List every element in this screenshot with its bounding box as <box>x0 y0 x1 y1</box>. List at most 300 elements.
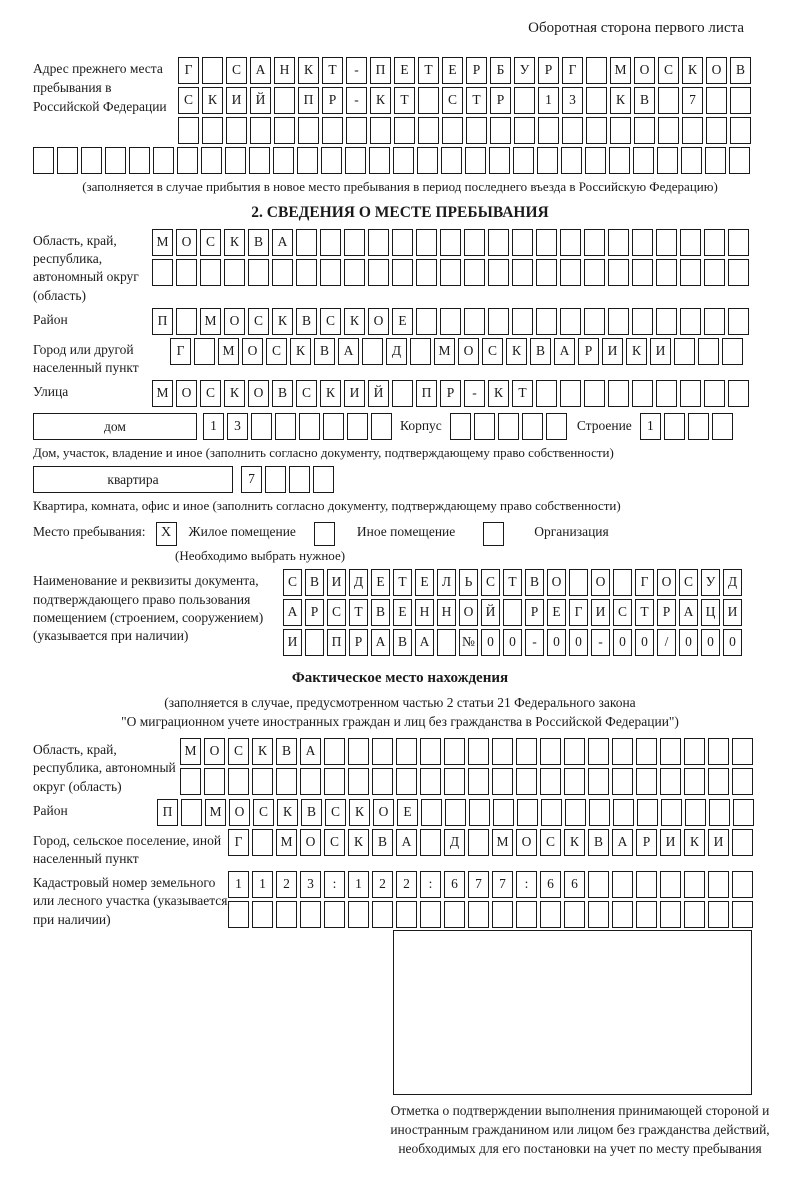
char-cell[interactable] <box>728 229 749 256</box>
char-cell[interactable]: Е <box>392 308 413 335</box>
char-cell[interactable]: А <box>272 229 293 256</box>
char-cell[interactable] <box>305 629 324 656</box>
char-cell[interactable]: Т <box>635 599 654 626</box>
prev-address-row-1[interactable] <box>178 57 751 84</box>
char-cell[interactable]: Р <box>305 599 324 626</box>
char-cell[interactable] <box>705 147 726 174</box>
char-cell[interactable] <box>416 229 437 256</box>
char-cell[interactable] <box>313 466 334 493</box>
char-cell[interactable]: И <box>327 569 346 596</box>
char-cell[interactable] <box>522 413 543 440</box>
char-cell[interactable] <box>704 229 725 256</box>
char-cell[interactable]: 3 <box>562 87 583 114</box>
char-cell[interactable] <box>194 338 215 365</box>
char-cell[interactable] <box>608 229 629 256</box>
char-cell[interactable] <box>450 413 471 440</box>
char-cell[interactable]: 3 <box>300 871 321 898</box>
char-cell[interactable]: О <box>547 569 566 596</box>
char-cell[interactable]: С <box>253 799 274 826</box>
char-cell[interactable]: А <box>396 829 417 856</box>
char-cell[interactable] <box>730 87 751 114</box>
char-cell[interactable]: 7 <box>468 871 489 898</box>
char-cell[interactable] <box>276 768 297 795</box>
char-cell[interactable]: А <box>415 629 434 656</box>
char-cell[interactable]: 1 <box>538 87 559 114</box>
char-cell[interactable] <box>732 738 753 765</box>
char-cell[interactable] <box>474 413 495 440</box>
char-cell[interactable] <box>517 799 538 826</box>
char-cell[interactable] <box>300 768 321 795</box>
char-cell[interactable] <box>569 569 588 596</box>
char-cell[interactable] <box>57 147 78 174</box>
house-number-row[interactable] <box>203 413 392 440</box>
char-cell[interactable]: К <box>320 380 341 407</box>
ownership-doc-row-1[interactable] <box>283 569 742 596</box>
char-cell[interactable]: Т <box>418 57 439 84</box>
char-cell[interactable]: А <box>250 57 271 84</box>
char-cell[interactable] <box>634 117 655 144</box>
char-cell[interactable]: С <box>266 338 287 365</box>
char-cell[interactable]: В <box>314 338 335 365</box>
char-cell[interactable]: Д <box>723 569 742 596</box>
char-cell[interactable]: С <box>679 569 698 596</box>
char-cell[interactable]: О <box>368 308 389 335</box>
char-cell[interactable]: Е <box>397 799 418 826</box>
char-cell[interactable]: К <box>684 829 705 856</box>
char-cell[interactable]: 0 <box>613 629 632 656</box>
char-cell[interactable] <box>468 829 489 856</box>
char-cell[interactable]: Р <box>657 599 676 626</box>
char-cell[interactable] <box>656 259 677 286</box>
char-cell[interactable]: В <box>634 87 655 114</box>
char-cell[interactable]: № <box>459 629 478 656</box>
char-cell[interactable] <box>608 380 629 407</box>
char-cell[interactable]: А <box>554 338 575 365</box>
char-cell[interactable]: С <box>482 338 503 365</box>
char-cell[interactable] <box>324 738 345 765</box>
char-cell[interactable] <box>202 57 223 84</box>
char-cell[interactable]: 1 <box>228 871 249 898</box>
char-cell[interactable] <box>362 338 383 365</box>
char-cell[interactable]: П <box>298 87 319 114</box>
ownership-doc-row-2[interactable] <box>283 599 742 626</box>
char-cell[interactable] <box>176 308 197 335</box>
char-cell[interactable]: Е <box>394 57 415 84</box>
char-cell[interactable] <box>632 380 653 407</box>
char-cell[interactable]: / <box>657 629 676 656</box>
char-cell[interactable]: 1 <box>348 871 369 898</box>
char-cell[interactable]: С <box>178 87 199 114</box>
char-cell[interactable] <box>178 117 199 144</box>
char-cell[interactable] <box>417 147 438 174</box>
char-cell[interactable] <box>733 799 754 826</box>
char-cell[interactable] <box>275 413 296 440</box>
char-cell[interactable]: 2 <box>372 871 393 898</box>
char-cell[interactable]: : <box>420 871 441 898</box>
char-cell[interactable]: М <box>200 308 221 335</box>
char-cell[interactable]: О <box>516 829 537 856</box>
char-cell[interactable]: О <box>706 57 727 84</box>
char-cell[interactable] <box>344 259 365 286</box>
char-cell[interactable] <box>564 901 585 928</box>
char-cell[interactable] <box>296 259 317 286</box>
char-cell[interactable]: В <box>276 738 297 765</box>
char-cell[interactable] <box>540 738 561 765</box>
char-cell[interactable] <box>610 117 631 144</box>
char-cell[interactable] <box>540 768 561 795</box>
char-cell[interactable]: Р <box>525 599 544 626</box>
char-cell[interactable]: Й <box>481 599 500 626</box>
char-cell[interactable] <box>632 229 653 256</box>
char-cell[interactable] <box>248 259 269 286</box>
char-cell[interactable] <box>540 901 561 928</box>
char-cell[interactable]: И <box>660 829 681 856</box>
char-cell[interactable] <box>660 901 681 928</box>
char-cell[interactable] <box>176 259 197 286</box>
prev-address-row-3[interactable] <box>178 117 751 144</box>
char-cell[interactable] <box>345 147 366 174</box>
char-cell[interactable]: С <box>320 308 341 335</box>
char-cell[interactable] <box>420 738 441 765</box>
char-cell[interactable] <box>562 117 583 144</box>
char-cell[interactable] <box>392 229 413 256</box>
char-cell[interactable] <box>469 799 490 826</box>
char-cell[interactable] <box>514 117 535 144</box>
char-cell[interactable]: С <box>540 829 561 856</box>
char-cell[interactable] <box>684 901 705 928</box>
char-cell[interactable] <box>444 768 465 795</box>
district-row[interactable] <box>152 308 749 335</box>
char-cell[interactable]: С <box>200 380 221 407</box>
cadastral-row-1[interactable] <box>228 871 753 898</box>
char-cell[interactable] <box>368 229 389 256</box>
char-cell[interactable]: П <box>416 380 437 407</box>
char-cell[interactable]: А <box>371 629 390 656</box>
char-cell[interactable] <box>657 147 678 174</box>
city-row[interactable] <box>170 338 743 365</box>
char-cell[interactable] <box>251 413 272 440</box>
fact-region-row-1[interactable] <box>180 738 753 765</box>
char-cell[interactable] <box>105 147 126 174</box>
char-cell[interactable] <box>466 117 487 144</box>
char-cell[interactable] <box>708 871 729 898</box>
char-cell[interactable]: М <box>276 829 297 856</box>
char-cell[interactable]: 0 <box>503 629 522 656</box>
char-cell[interactable]: Ц <box>701 599 720 626</box>
char-cell[interactable] <box>369 147 390 174</box>
char-cell[interactable]: К <box>506 338 527 365</box>
char-cell[interactable] <box>320 259 341 286</box>
char-cell[interactable]: К <box>224 229 245 256</box>
char-cell[interactable] <box>228 768 249 795</box>
char-cell[interactable] <box>564 768 585 795</box>
char-cell[interactable]: 0 <box>635 629 654 656</box>
char-cell[interactable] <box>204 768 225 795</box>
char-cell[interactable]: В <box>525 569 544 596</box>
char-cell[interactable] <box>468 738 489 765</box>
char-cell[interactable] <box>440 229 461 256</box>
char-cell[interactable] <box>420 768 441 795</box>
char-cell[interactable]: Р <box>466 57 487 84</box>
char-cell[interactable] <box>536 259 557 286</box>
char-cell[interactable]: О <box>459 599 478 626</box>
char-cell[interactable] <box>684 738 705 765</box>
char-cell[interactable] <box>516 768 537 795</box>
char-cell[interactable] <box>680 308 701 335</box>
char-cell[interactable]: 6 <box>540 871 561 898</box>
char-cell[interactable]: Д <box>349 569 368 596</box>
char-cell[interactable] <box>272 259 293 286</box>
char-cell[interactable]: П <box>327 629 346 656</box>
char-cell[interactable]: Т <box>349 599 368 626</box>
char-cell[interactable]: Т <box>393 569 412 596</box>
char-cell[interactable]: Н <box>274 57 295 84</box>
other-premises-checkbox[interactable] <box>314 522 335 546</box>
char-cell[interactable]: О <box>458 338 479 365</box>
char-cell[interactable]: А <box>612 829 633 856</box>
char-cell[interactable] <box>392 380 413 407</box>
char-cell[interactable]: Й <box>368 380 389 407</box>
char-cell[interactable] <box>584 308 605 335</box>
char-cell[interactable]: В <box>393 629 412 656</box>
char-cell[interactable] <box>297 147 318 174</box>
char-cell[interactable] <box>681 147 702 174</box>
char-cell[interactable] <box>252 829 273 856</box>
char-cell[interactable] <box>489 147 510 174</box>
char-cell[interactable]: С <box>248 308 269 335</box>
char-cell[interactable]: 6 <box>564 871 585 898</box>
char-cell[interactable] <box>372 768 393 795</box>
char-cell[interactable]: И <box>283 629 302 656</box>
char-cell[interactable]: Л <box>437 569 456 596</box>
char-cell[interactable] <box>560 380 581 407</box>
char-cell[interactable] <box>588 901 609 928</box>
char-cell[interactable] <box>346 117 367 144</box>
char-cell[interactable] <box>418 117 439 144</box>
char-cell[interactable] <box>560 259 581 286</box>
char-cell[interactable]: Б <box>490 57 511 84</box>
char-cell[interactable] <box>492 768 513 795</box>
char-cell[interactable] <box>440 259 461 286</box>
char-cell[interactable]: 0 <box>481 629 500 656</box>
char-cell[interactable] <box>265 466 286 493</box>
char-cell[interactable] <box>708 901 729 928</box>
char-cell[interactable] <box>372 901 393 928</box>
char-cell[interactable]: Т <box>394 87 415 114</box>
char-cell[interactable]: С <box>226 57 247 84</box>
char-cell[interactable]: Т <box>466 87 487 114</box>
char-cell[interactable] <box>440 308 461 335</box>
char-cell[interactable]: С <box>325 799 346 826</box>
char-cell[interactable]: 0 <box>569 629 588 656</box>
region-row-2[interactable] <box>152 259 749 286</box>
char-cell[interactable]: О <box>242 338 263 365</box>
char-cell[interactable]: - <box>591 629 610 656</box>
char-cell[interactable]: М <box>218 338 239 365</box>
char-cell[interactable] <box>371 413 392 440</box>
char-cell[interactable] <box>488 259 509 286</box>
char-cell[interactable] <box>396 901 417 928</box>
char-cell[interactable] <box>396 738 417 765</box>
char-cell[interactable]: 0 <box>679 629 698 656</box>
char-cell[interactable] <box>698 338 719 365</box>
char-cell[interactable]: К <box>682 57 703 84</box>
char-cell[interactable]: 0 <box>547 629 566 656</box>
char-cell[interactable]: С <box>200 229 221 256</box>
char-cell[interactable]: К <box>564 829 585 856</box>
char-cell[interactable]: О <box>634 57 655 84</box>
char-cell[interactable] <box>416 308 437 335</box>
char-cell[interactable] <box>613 799 634 826</box>
char-cell[interactable]: Е <box>415 569 434 596</box>
char-cell[interactable] <box>660 738 681 765</box>
char-cell[interactable]: Е <box>547 599 566 626</box>
char-cell[interactable] <box>588 738 609 765</box>
char-cell[interactable] <box>704 259 725 286</box>
char-cell[interactable] <box>732 768 753 795</box>
char-cell[interactable]: К <box>298 57 319 84</box>
char-cell[interactable]: 7 <box>682 87 703 114</box>
char-cell[interactable]: К <box>488 380 509 407</box>
char-cell[interactable]: Е <box>393 599 412 626</box>
char-cell[interactable] <box>421 799 442 826</box>
char-cell[interactable] <box>370 117 391 144</box>
char-cell[interactable] <box>661 799 682 826</box>
char-cell[interactable] <box>250 117 271 144</box>
char-cell[interactable]: И <box>602 338 623 365</box>
char-cell[interactable] <box>656 308 677 335</box>
char-cell[interactable]: П <box>157 799 178 826</box>
char-cell[interactable] <box>612 901 633 928</box>
char-cell[interactable]: В <box>272 380 293 407</box>
char-cell[interactable] <box>444 738 465 765</box>
char-cell[interactable] <box>609 147 630 174</box>
char-cell[interactable] <box>660 871 681 898</box>
char-cell[interactable] <box>181 799 202 826</box>
char-cell[interactable]: 1 <box>640 413 661 440</box>
char-cell[interactable] <box>546 413 567 440</box>
char-cell[interactable] <box>347 413 368 440</box>
char-cell[interactable]: В <box>301 799 322 826</box>
char-cell[interactable] <box>410 338 431 365</box>
char-cell[interactable]: 3 <box>227 413 248 440</box>
char-cell[interactable] <box>636 738 657 765</box>
char-cell[interactable]: М <box>434 338 455 365</box>
char-cell[interactable] <box>392 259 413 286</box>
char-cell[interactable]: М <box>152 380 173 407</box>
char-cell[interactable] <box>488 229 509 256</box>
char-cell[interactable] <box>637 799 658 826</box>
char-cell[interactable]: В <box>372 829 393 856</box>
char-cell[interactable] <box>730 117 751 144</box>
char-cell[interactable] <box>152 259 173 286</box>
char-cell[interactable]: Н <box>437 599 456 626</box>
char-cell[interactable]: А <box>679 599 698 626</box>
char-cell[interactable] <box>688 413 709 440</box>
char-cell[interactable] <box>709 799 730 826</box>
char-cell[interactable]: Е <box>442 57 463 84</box>
char-cell[interactable] <box>516 901 537 928</box>
char-cell[interactable]: Р <box>322 87 343 114</box>
char-cell[interactable]: К <box>626 338 647 365</box>
char-cell[interactable]: Д <box>386 338 407 365</box>
char-cell[interactable] <box>129 147 150 174</box>
char-cell[interactable] <box>348 738 369 765</box>
char-cell[interactable] <box>296 229 317 256</box>
char-cell[interactable] <box>684 768 705 795</box>
char-cell[interactable]: О <box>248 380 269 407</box>
char-cell[interactable] <box>729 147 750 174</box>
char-cell[interactable]: К <box>290 338 311 365</box>
char-cell[interactable]: К <box>252 738 273 765</box>
char-cell[interactable] <box>536 308 557 335</box>
region-row-1[interactable] <box>152 229 749 256</box>
char-cell[interactable]: 2 <box>396 871 417 898</box>
char-cell[interactable] <box>612 871 633 898</box>
prev-address-overflow-row[interactable] <box>33 147 800 174</box>
char-cell[interactable]: У <box>701 569 720 596</box>
char-cell[interactable] <box>348 768 369 795</box>
char-cell[interactable]: А <box>283 599 302 626</box>
char-cell[interactable]: 6 <box>444 871 465 898</box>
char-cell[interactable]: Р <box>636 829 657 856</box>
char-cell[interactable] <box>321 147 342 174</box>
char-cell[interactable]: К <box>202 87 223 114</box>
char-cell[interactable] <box>416 259 437 286</box>
char-cell[interactable]: К <box>224 380 245 407</box>
char-cell[interactable] <box>732 829 753 856</box>
char-cell[interactable] <box>490 117 511 144</box>
char-cell[interactable] <box>492 738 513 765</box>
char-cell[interactable] <box>706 117 727 144</box>
char-cell[interactable] <box>685 799 706 826</box>
char-cell[interactable] <box>584 229 605 256</box>
char-cell[interactable]: А <box>300 738 321 765</box>
char-cell[interactable] <box>636 871 657 898</box>
char-cell[interactable] <box>300 901 321 928</box>
char-cell[interactable] <box>565 799 586 826</box>
char-cell[interactable]: С <box>327 599 346 626</box>
char-cell[interactable]: И <box>226 87 247 114</box>
char-cell[interactable]: Р <box>490 87 511 114</box>
char-cell[interactable] <box>586 117 607 144</box>
char-cell[interactable] <box>468 901 489 928</box>
char-cell[interactable]: К <box>348 829 369 856</box>
char-cell[interactable] <box>584 380 605 407</box>
char-cell[interactable] <box>658 117 679 144</box>
char-cell[interactable] <box>608 308 629 335</box>
char-cell[interactable] <box>708 768 729 795</box>
ownership-doc-row-3[interactable] <box>283 629 742 656</box>
char-cell[interactable]: В <box>305 569 324 596</box>
char-cell[interactable] <box>584 259 605 286</box>
char-cell[interactable]: О <box>176 380 197 407</box>
char-cell[interactable] <box>585 147 606 174</box>
char-cell[interactable] <box>368 259 389 286</box>
char-cell[interactable] <box>273 147 294 174</box>
char-cell[interactable] <box>394 117 415 144</box>
char-cell[interactable]: И <box>723 599 742 626</box>
char-cell[interactable] <box>633 147 654 174</box>
street-row[interactable] <box>152 380 749 407</box>
char-cell[interactable] <box>488 308 509 335</box>
char-cell[interactable]: 0 <box>723 629 742 656</box>
char-cell[interactable] <box>586 87 607 114</box>
char-cell[interactable] <box>712 413 733 440</box>
char-cell[interactable]: С <box>442 87 463 114</box>
char-cell[interactable]: А <box>338 338 359 365</box>
char-cell[interactable] <box>465 147 486 174</box>
